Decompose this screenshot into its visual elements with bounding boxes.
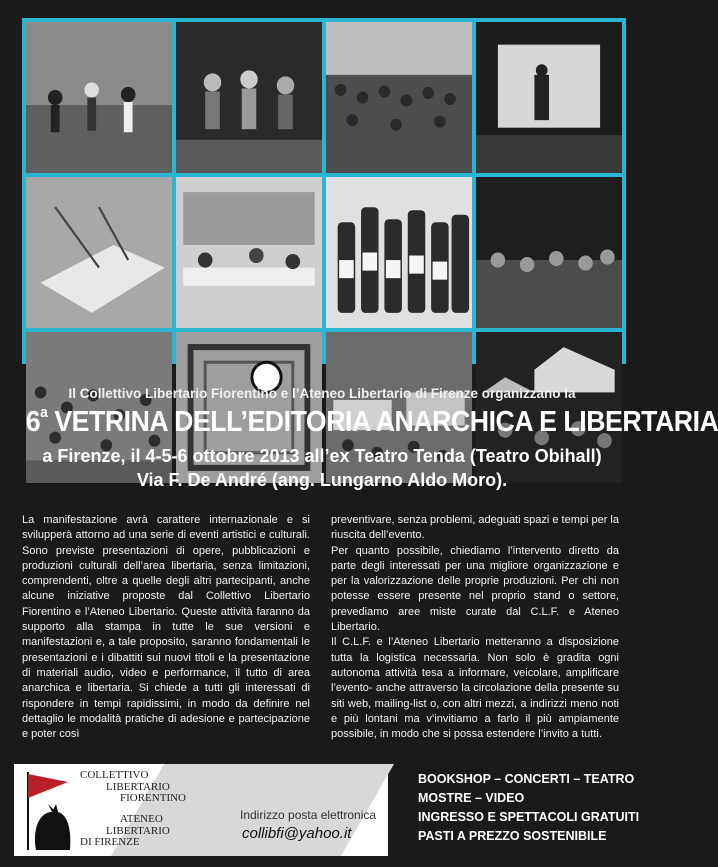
event-title (25, 404, 718, 439)
email-address[interactable]: collibfi@yahoo.it (242, 825, 352, 842)
body-right-para-2: Per quanto possibile, chiediamo l’intervento diretto da parte degli interessati per una migliore organizzazione e per la valorizzazione delle proprie produzioni. Per chi non potesse essere presente nel proprio stand o settore, prevediamo aree miste curate dal C.L.F. e Ateneo Libertario. (331, 544, 619, 634)
photo-wine-bottles (326, 177, 472, 328)
body-left-text: La manifestazione avrà carattere internazionale e si svilupperà attorno ad una serie di eventi artistici e culturali. Sono previste presentazioni di opere, pubblicazioni e produzioni culturali dell’area libertaria, senza limitazioni, comprendenti, oltre a quelle degli altri partecipanti, anche alcune iniziative proposte dal Collettivo Libertario Fiorentino e l’Ateneo Libertario. Queste attività faranno da supporto alla stampa in tutte le sue versioni e manifestazioni e, a tale proposito, saranno fondamentali le presentazioni e i dibattiti sui nuovi titoli e la presentazione di materiali audio, video e performance, il tutto di area anarchica e libertaria. Si chiede a tutti gli interessati di rispondere in tempi rapidissimi, in modo da definire nel dettaglio le modalità pratiche di adesione e partecipazione e poter così (22, 514, 310, 741)
photo-collage (22, 18, 626, 364)
logo-line-5: LIBERTARIO (106, 824, 170, 837)
service-line-4: PASTI A PREZZO SOSTENIBILE (418, 829, 607, 843)
photo-crowd-night (476, 177, 622, 328)
body-right-para-3: Il C.L.F. e l’Ateneo Libertario metteranno a disposizione tutta la logistica necessaria. Non solo è gradita ogni autonoma attività tesa a informare, veicolare, amplificare l’evento- anche attraverso la circolazione della presente su siti web, mailing-list o, con altri mezzi, a indirizzi meno noti e più lontani ma v’invitiamo a farlo il più ampiamente possibile, in modo che si possa estendere l’invito a tutti. (331, 636, 619, 741)
title-ordinal: a (40, 404, 48, 421)
logo-line-3: FIORENTINO (120, 792, 186, 804)
email-label: Indirizzo posta elettronica (240, 808, 377, 822)
photo-theatre-stage (476, 22, 622, 173)
organizers-logo-box (14, 764, 388, 856)
body-column-right (331, 513, 619, 742)
services-list (418, 770, 639, 846)
title-number: 6 (25, 406, 41, 438)
body-column-left (22, 513, 310, 742)
dates-line1: a Firenze, il 4-5-6 ottobre 2013 all’ex Teatro Tenda (Teatro Obihall) (42, 446, 602, 466)
logo-text-ateneo (80, 814, 170, 849)
service-line-3: INGRESSO E SPETTACOLI GRATUITI (418, 810, 640, 824)
logo-text-collettivo (80, 770, 186, 805)
title-text: VETRINA DELL’EDITORIA ANARCHICA E LIBERTARIA (47, 406, 718, 438)
event-dates (0, 444, 644, 492)
photo-exhibition-tables (176, 177, 322, 328)
photo-musicians-outdoor (26, 22, 172, 173)
logo-line-6: DI FIRENZE (80, 836, 140, 848)
dates-line2: Via F. De André (ang. Lungarno Aldo Moro). (136, 470, 508, 490)
service-line-1: BOOKSHOP – CONCERTI – TEATRO (418, 772, 635, 786)
photo-sculpture (26, 177, 172, 328)
logo-line-2: LIBERTARIO (106, 780, 170, 793)
body-right-para-1: preventivare, senza problemi, adeguati spazi e tempi per la riuscita dell’evento. (331, 514, 619, 542)
black-cat-flag-icon (18, 768, 78, 852)
photo-audience-hall (326, 22, 472, 173)
photo-band-stage (176, 22, 322, 173)
logo-line-1: COLLETTIVO (80, 769, 149, 781)
service-line-2: MOSTRE – VIDEO (418, 791, 525, 805)
logo-line-4: ATENEO (120, 813, 163, 825)
intro-line: Il Collettivo Libertario Fiorentino e l’Ateneo Libertario di Firenze organizzano la (68, 386, 576, 401)
